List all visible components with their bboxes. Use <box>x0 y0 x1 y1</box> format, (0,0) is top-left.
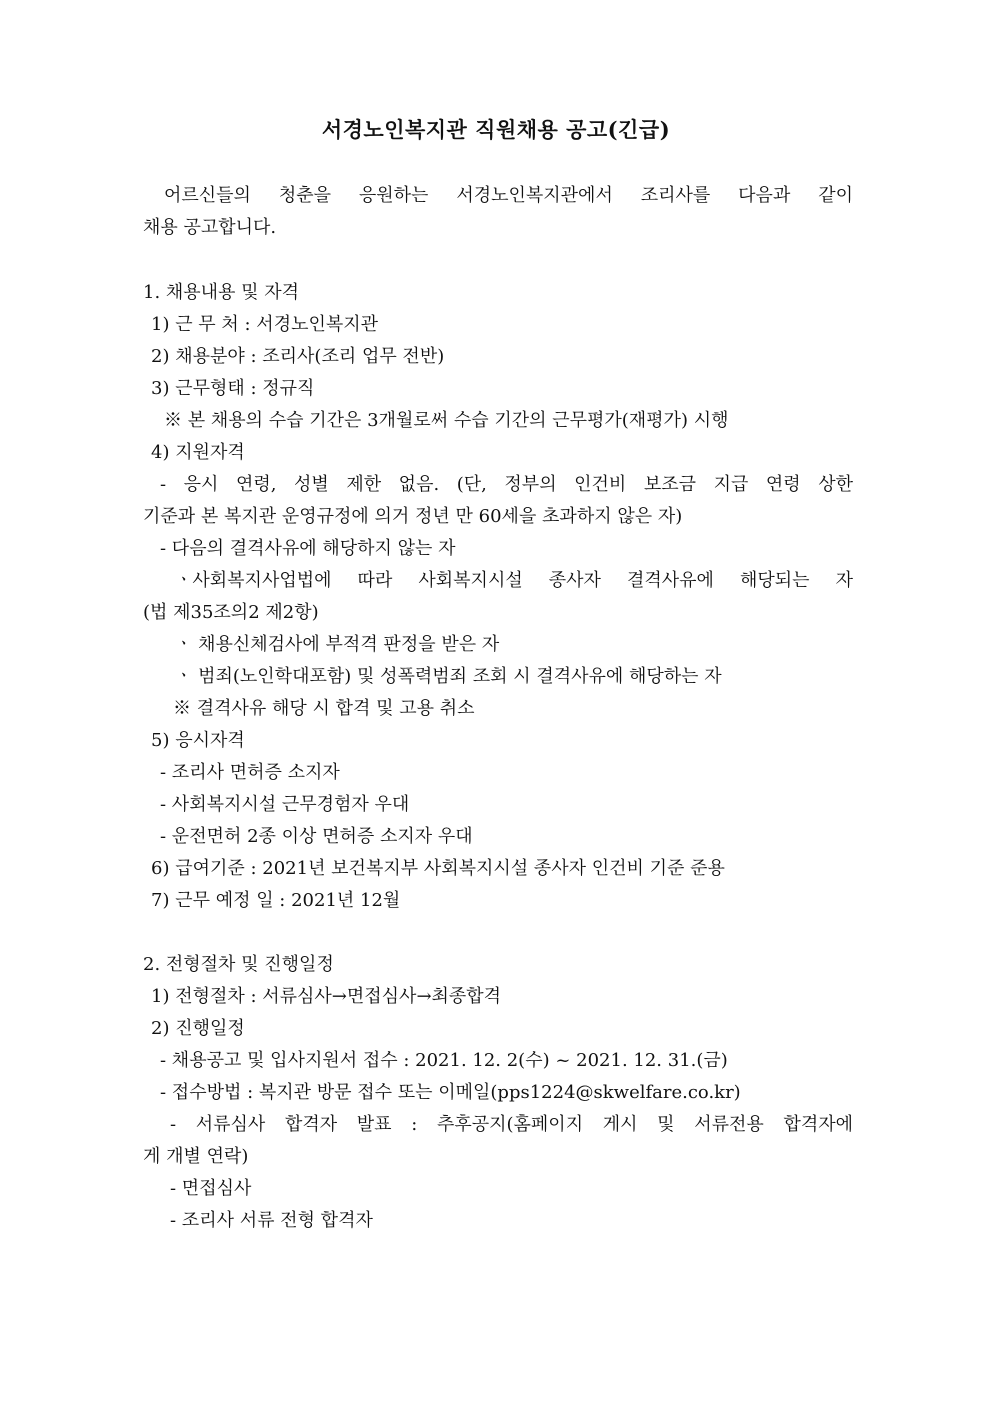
section-2-heading: 2. 전형절차 및 진행일정 <box>143 954 334 975</box>
qualification-age-line-1: - 응시 연령, 성별 제한 없음. (단, 정부의 인건비 보조금 지급 연령 상한 <box>160 474 853 495</box>
item-schedule: 2) 진행일정 <box>151 1018 245 1039</box>
qualification-age-line-2: 기준과 본 복지관 운영규정에 의거 정년 만 60세을 초과하지 않은 자) <box>143 506 683 527</box>
item-field: 2) 채용분야 : 조리사(조리 업무 전반) <box>151 346 445 367</box>
schedule-application-period: - 채용공고 및 입사지원서 접수 : 2021. 12. 2(수) ~ 2021. 12. 31.(금) <box>160 1050 728 1071</box>
disqualification-item-1-line-2: (법 제35조의2 제2항) <box>143 602 319 623</box>
schedule-interview: - 면접심사 <box>170 1178 252 1199</box>
item-selection-process: 1) 전형절차 : 서류심사→면접심사→최종합격 <box>151 986 502 1007</box>
item-salary: 6) 급여기준 : 2021년 보건복지부 사회복지시설 종사자 인건비 기준 준용 <box>151 858 725 879</box>
requirement-driver-license: - 운전면허 2종 이상 면허증 소지자 우대 <box>160 826 473 847</box>
disqualification-item-1-line-1: ㆍ사회복지사업법에 따라 사회복지시설 종사자 결격사유에 해당되는 자 <box>175 570 853 591</box>
schedule-submission-method: - 접수방법 : 복지관 방문 접수 또는 이메일(pps1224@skwelfare.co.kr) <box>160 1082 741 1103</box>
disqualification-item-3: ㆍ 범죄(노인학대포함) 및 성폭력범죄 조회 시 결격사유에 해당하는 자 <box>175 666 722 687</box>
schedule-document-result-line-1: - 서류심사 합격자 발표 : 추후공지(홈페이지 게시 및 서류전용 합격자에 <box>170 1114 853 1135</box>
item-applicant-requirements: 5) 응시자격 <box>151 730 245 751</box>
intro-line-1: 어르신들의 청춘을 응원하는 서경노인복지관에서 조리사를 다음과 같이 <box>164 185 853 206</box>
item-qualifications: 4) 지원자격 <box>151 442 245 463</box>
intro-line-2: 채용 공고합니다. <box>143 217 277 238</box>
qualification-disqualification: - 다음의 결격사유에 해당하지 않는 자 <box>160 538 456 559</box>
schedule-document-result-line-2: 게 개별 연락) <box>143 1146 249 1167</box>
note-disqualification: ※ 결격사유 해당 시 합격 및 고용 취소 <box>173 698 475 719</box>
document-title: 서경노인복지관 직원채용 공고(긴급) <box>321 117 671 142</box>
requirement-cook-license: - 조리사 면허증 소지자 <box>160 762 340 783</box>
schedule-interview-eligible: - 조리사 서류 전형 합격자 <box>170 1210 373 1231</box>
note-probation: ※ 본 채용의 수습 기간은 3개월로써 수습 기간의 근무평가(재평가) 시행 <box>164 410 729 431</box>
section-1-heading: 1. 채용내용 및 자격 <box>143 282 300 303</box>
disqualification-item-2: ㆍ 채용신체검사에 부적격 판정을 받은 자 <box>175 634 500 655</box>
item-employment-type: 3) 근무형태 : 정규직 <box>151 378 315 399</box>
item-workplace: 1) 근 무 처 : 서경노인복지관 <box>151 314 379 335</box>
requirement-experience: - 사회복지시설 근무경험자 우대 <box>160 794 410 815</box>
item-start-date: 7) 근무 예정 일 : 2021년 12월 <box>151 890 401 911</box>
